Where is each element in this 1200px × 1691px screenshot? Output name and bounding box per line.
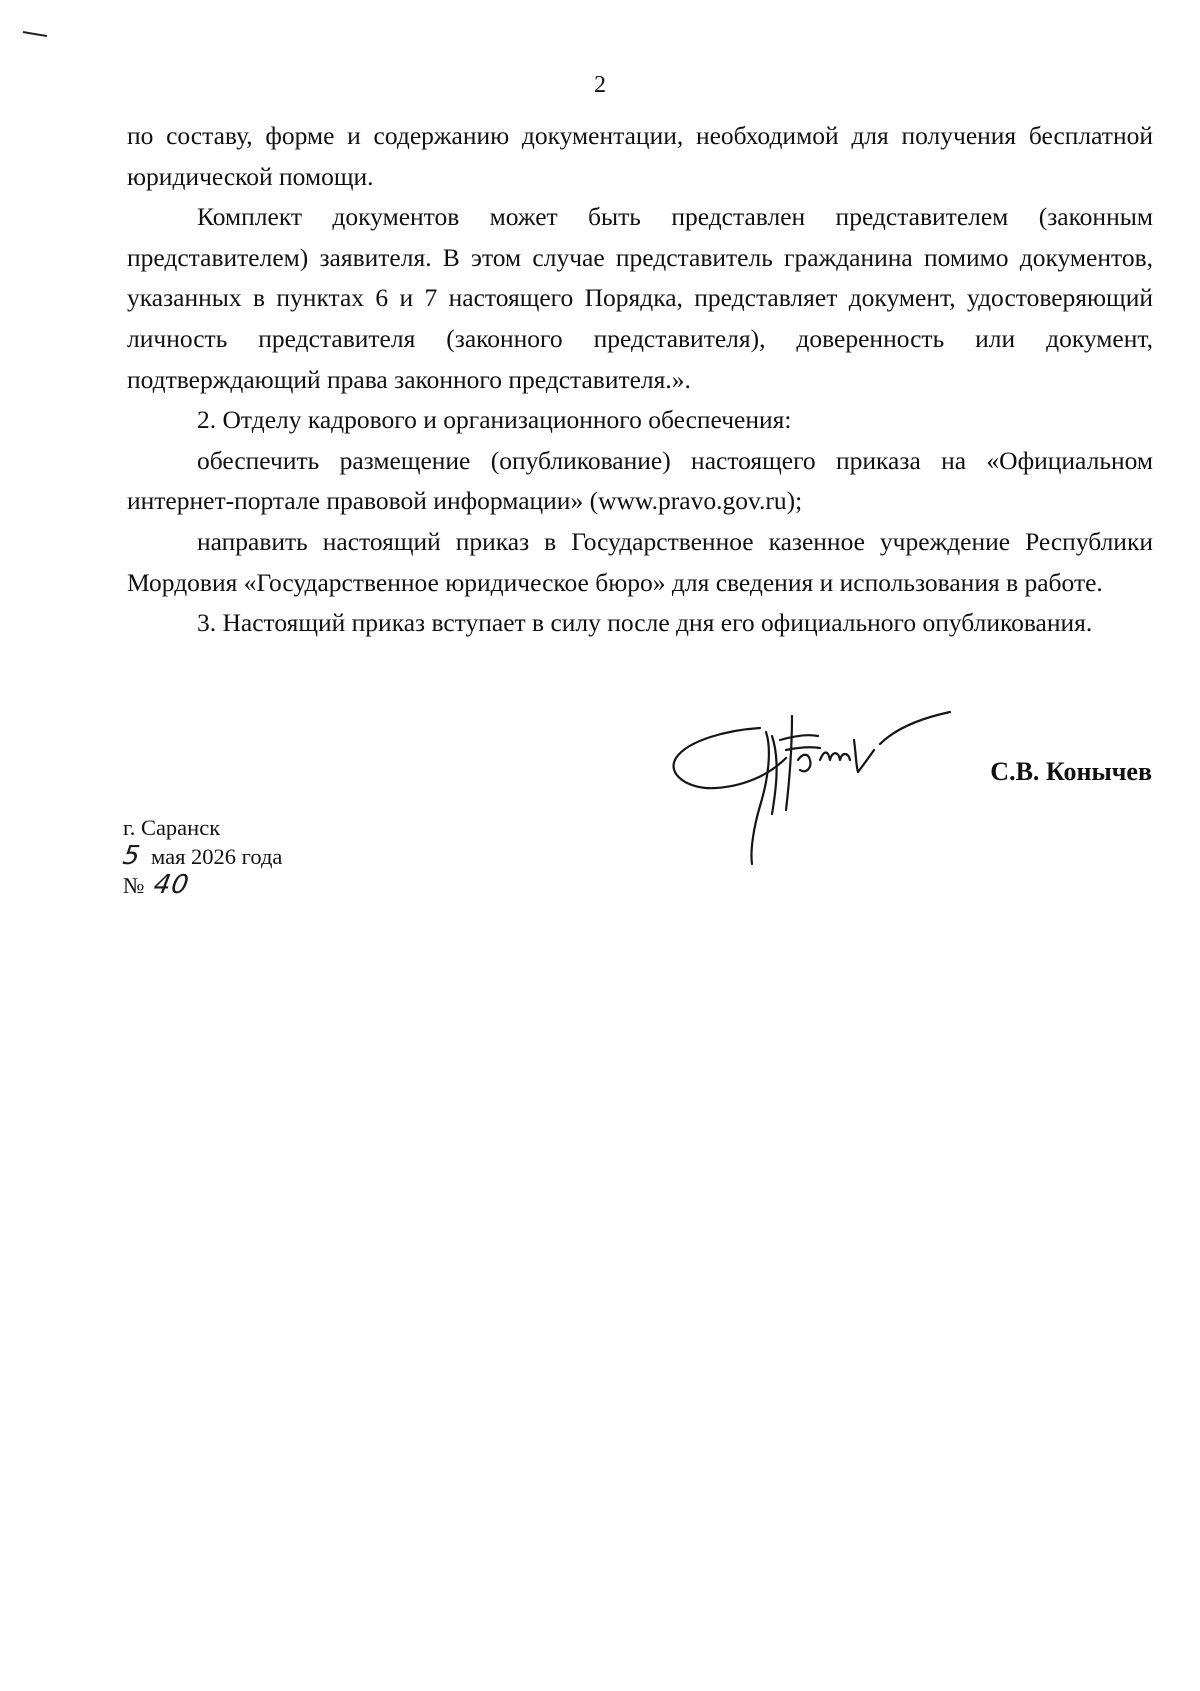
number-label: № — [123, 873, 145, 898]
paragraph-publish: обеспечить размещение (опубликование) настоящего приказа на «Официальном интернет-портале правовой информации» (www.pravo.gov.ru); — [127, 445, 1153, 516]
paragraph-continuation: по составу, форме и содержанию документации, необходимой для получения бесплатной юридической помощи. — [127, 121, 1153, 191]
handwritten-signature — [668, 710, 1008, 870]
paragraph-item-3: 3. Настоящий приказ вступает в силу после дня его официального опубликования. — [197, 608, 1093, 638]
handwritten-day: 5 — [120, 841, 142, 871]
scan-mark — [22, 30, 48, 38]
paragraph-documents-package: Комплект документов может быть представлен представителем (законным представителем) заявителя. В этом случае представитель гражданина помимо документов, указанных в пунктах 6 и 7 настоящего Порядка, представляет документ, удостоверяющий личность представителя (законного представителя), доверенность или документ, подтверждающий права законного представителя.». — [127, 202, 1153, 394]
handwritten-number: 40 — [151, 870, 193, 900]
date-text: мая 2026 года — [151, 844, 283, 869]
city-line: г. Саранск — [123, 815, 221, 840]
date-line — [120, 841, 283, 871]
paragraph-item-2: 2. Отделу кадрового и организационного обеспечения: — [197, 405, 792, 435]
page-number: 2 — [594, 72, 606, 98]
signer-name: С.В. Конычев — [990, 757, 1152, 786]
number-line — [123, 871, 282, 900]
document-body — [127, 116, 1153, 644]
paragraph-send: направить настоящий приказ в Государственное казенное учреждение Республики Мордовия «Государственное юридическое бюро» для сведения и использования в работе. — [127, 526, 1153, 597]
document-footer — [120, 814, 283, 900]
